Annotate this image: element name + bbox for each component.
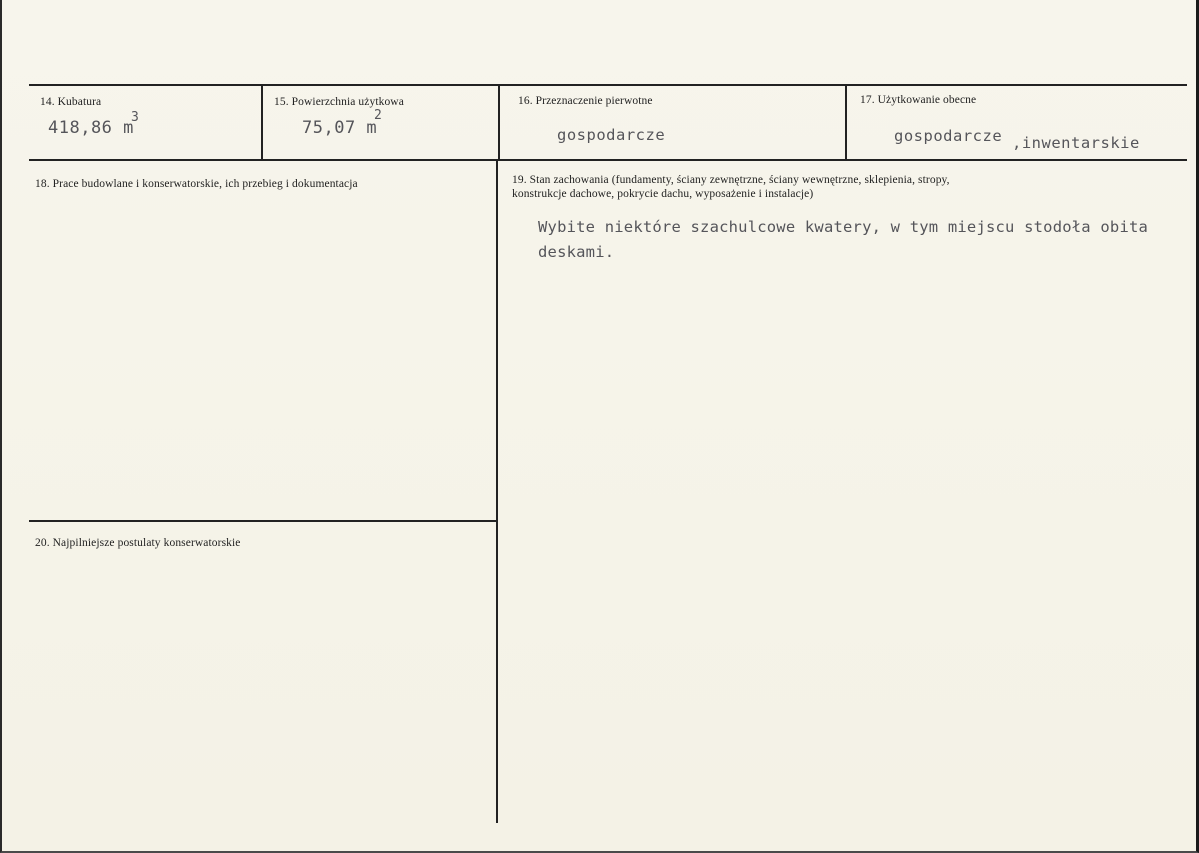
field-14-value: 418,86 m	[48, 118, 134, 138]
field-14-unit-exponent: 3	[131, 110, 139, 125]
rule-18-20	[29, 520, 497, 522]
field-18-label: 18. Prace budowlane i konserwatorskie, ich przebieg i dokumentacja	[35, 178, 358, 190]
field-19-label-line2: konstrukcje dachowe, pokrycie dachu, wyposażenie i instalacje)	[512, 188, 814, 200]
divider-15-16	[498, 85, 500, 160]
field-16-label: 16. Przeznaczenie pierwotne	[518, 95, 653, 107]
field-19-text-line1: Wybite niektóre szachulcowe kwatery, w tym miejscu stodoła obita	[538, 218, 1149, 236]
divider-16-17	[845, 85, 847, 160]
field-19-text-line2: deskami.	[538, 243, 615, 261]
field-17-value-secondary: ,inwentarskie	[1012, 134, 1140, 152]
field-19-label-line1: 19. Stan zachowania (fundamenty, ściany zewnętrzne, ściany wewnętrzne, sklepienia, stropy,	[512, 174, 950, 186]
field-15-unit-exponent: 2	[374, 108, 382, 123]
field-17-value-primary: gospodarcze	[894, 127, 1003, 145]
field-16-value: gospodarcze	[557, 126, 666, 144]
row1-bottom-rule	[29, 159, 1187, 161]
field-14-label: 14. Kubatura	[40, 96, 102, 108]
divider-18-19	[496, 160, 498, 823]
field-17-label: 17. Użytkowanie obecne	[860, 94, 977, 106]
field-15-label: 15. Powierzchnia użytkowa	[274, 96, 404, 108]
field-15-value: 75,07 m	[302, 118, 378, 138]
divider-14-15	[261, 85, 263, 160]
top-rule	[29, 84, 1187, 86]
field-20-label: 20. Najpilniejsze postulaty konserwatorskie	[35, 537, 241, 549]
